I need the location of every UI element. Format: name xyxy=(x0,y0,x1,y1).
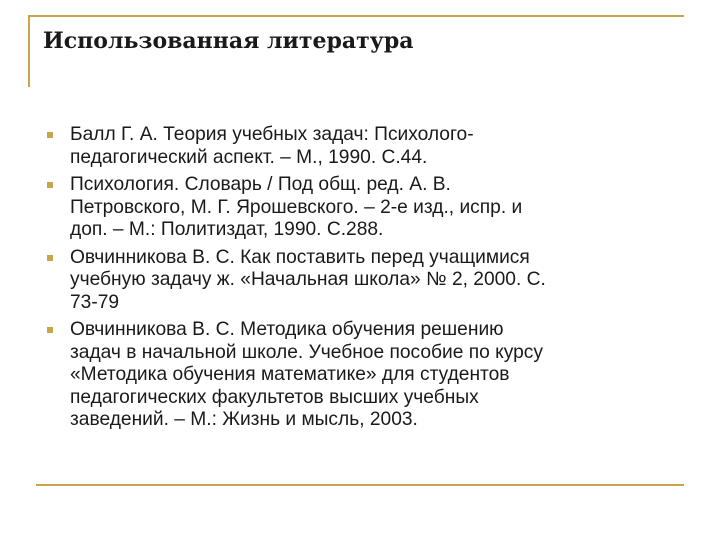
reference-line: Овчинникова В. С. Как поставить перед учащимися xyxy=(70,246,530,268)
reference-item xyxy=(44,174,674,242)
reference-line: Психология. Словарь / Под общ. ред. А. В. xyxy=(70,174,451,195)
reference-line: 73-79 xyxy=(70,291,120,313)
reference-line: задач в начальной школе. Учебное пособие по курсу xyxy=(70,341,543,363)
square-bullet-icon xyxy=(47,255,53,261)
reference-line: доп. – М.: Политиздат, 1990. С.288. xyxy=(70,219,384,240)
reference-line: учебную задачу ж. «Начальная школа» № 2, 2000. С. xyxy=(70,269,546,290)
reference-item xyxy=(44,247,674,315)
reference-line: педагогических факультетов высших учебных xyxy=(70,386,479,408)
square-bullet-icon xyxy=(47,182,53,188)
frame-top-line xyxy=(28,15,684,17)
reference-item xyxy=(44,319,674,432)
frame-left-line xyxy=(28,15,30,87)
reference-item xyxy=(44,124,674,169)
reference-line: Балл Г. А. Теория учебных задач: Психолого- xyxy=(70,124,474,145)
reference-line: «Методика обучения математике» для студентов xyxy=(70,364,510,385)
reference-list xyxy=(44,124,674,437)
square-bullet-icon xyxy=(47,327,53,333)
slide-title: Использованная литература xyxy=(43,28,414,54)
frame-bottom-line xyxy=(36,484,684,486)
reference-line: заведений. – М.: Жизнь и мысль, 2003. xyxy=(70,409,418,430)
square-bullet-icon xyxy=(47,132,53,138)
reference-line: педагогический аспект. – М., 1990. С.44. xyxy=(70,146,428,168)
reference-line: Петровского, М. Г. Ярошевского. – 2-е изд., испр. и xyxy=(70,196,523,218)
reference-line: Овчинникова В. С. Методика обучения решению xyxy=(70,319,504,340)
